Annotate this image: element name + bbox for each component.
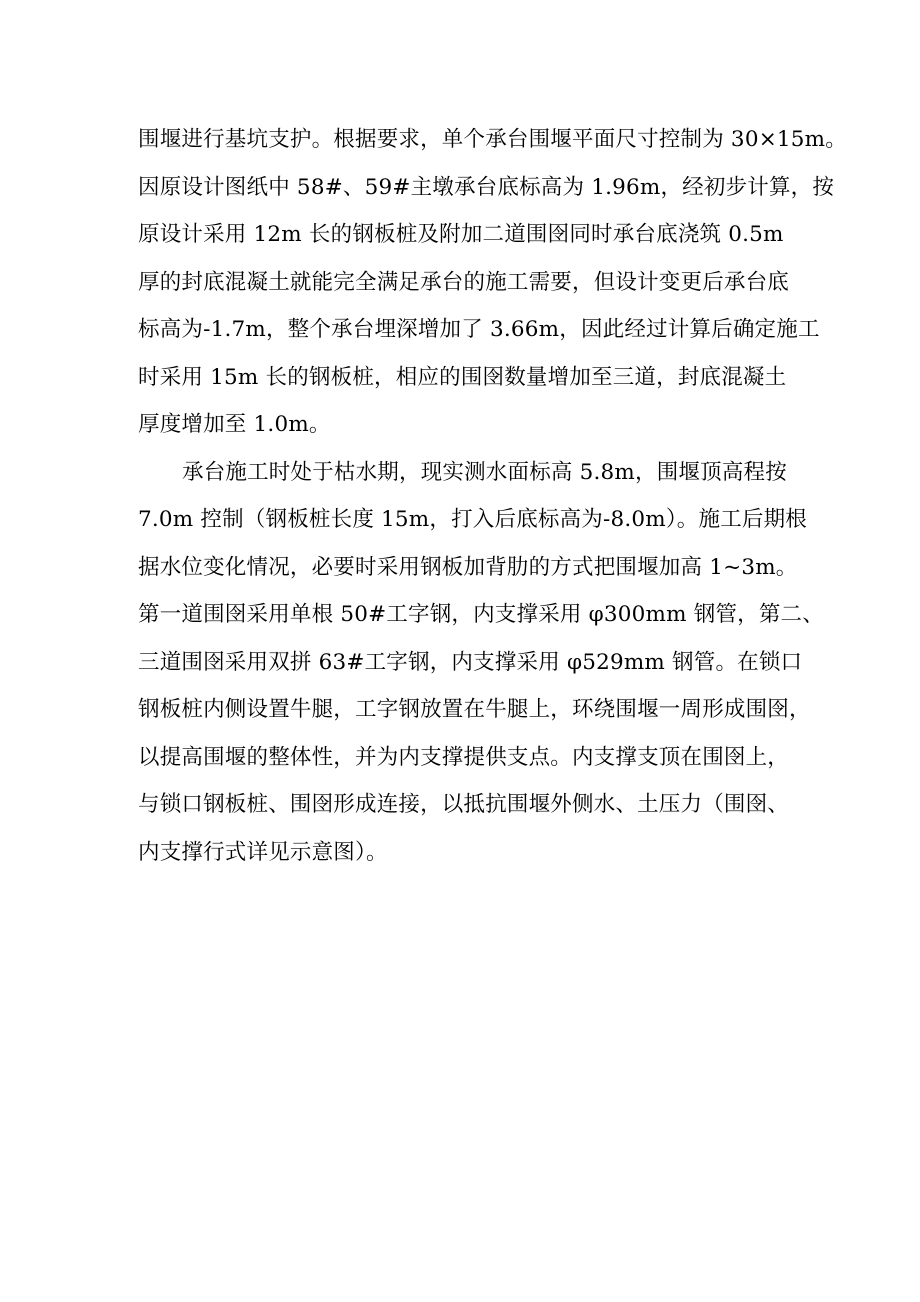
text-line: 7.0m 控制（钢板桩长度 15m，打入后底标高为-8.0m）。施工后期根 <box>138 507 807 532</box>
body-text <box>138 116 847 876</box>
text-line: 与锁口钢板桩、围囹形成连接，以抵抗围堰外侧水、土压力（围囹、 <box>138 792 790 817</box>
text-line: 因原设计图纸中 58#、59#主墩承台底标高为 1.96m，经初步计算，按 <box>138 174 835 200</box>
text-line: 钢板桩内侧设置牛腿，工字钢放置在牛腿上，环绕围堰一周形成围囹， <box>138 697 811 722</box>
text-line: 厚的封底混凝土就能完全满足承台的施工需要，但设计变更后承台底 <box>138 269 790 295</box>
text-line: 第一道围囹采用单根 50#工字钢，内支撑采用 φ300mm 钢管，第二、 <box>138 602 824 627</box>
text-line: 厚度增加至 1.0m。 <box>138 412 331 437</box>
text-line: 以提高围堰的整体性，并为内支撑提供支点。内支撑支顶在围囹上， <box>138 744 790 770</box>
text-line: 时采用 15m 长的钢板桩，相应的围囹数量增加至三道，封底混凝土 <box>138 364 787 390</box>
text-line: 据水位变化情况，必要时采用钢板加背肋的方式把围堰加高 1~3m。 <box>138 554 798 580</box>
text-line: 标高为-1.7m，整个承台埋深增加了 3.66m，因此经过计算后确定施工 <box>138 317 820 342</box>
text-line: 原设计采用 12m 长的钢板桩及附加二道围囹同时承台底浇筑 0.5m <box>138 222 784 247</box>
text-line: 内支撑行式详见示意图）。 <box>138 839 388 865</box>
text-line: 三道围囹采用双拼 63#工字钢，内支撑采用 φ529mm 钢管。在锁口 <box>138 649 803 675</box>
text-line: 围堰进行基坑支护。根据要求，单个承台围堰平面尺寸控制为 30×15m。 <box>138 127 847 152</box>
paragraph-first-line: 承台施工时处于枯水期，现实测水面标高 5.8m，围堰顶高程按 <box>182 459 787 485</box>
